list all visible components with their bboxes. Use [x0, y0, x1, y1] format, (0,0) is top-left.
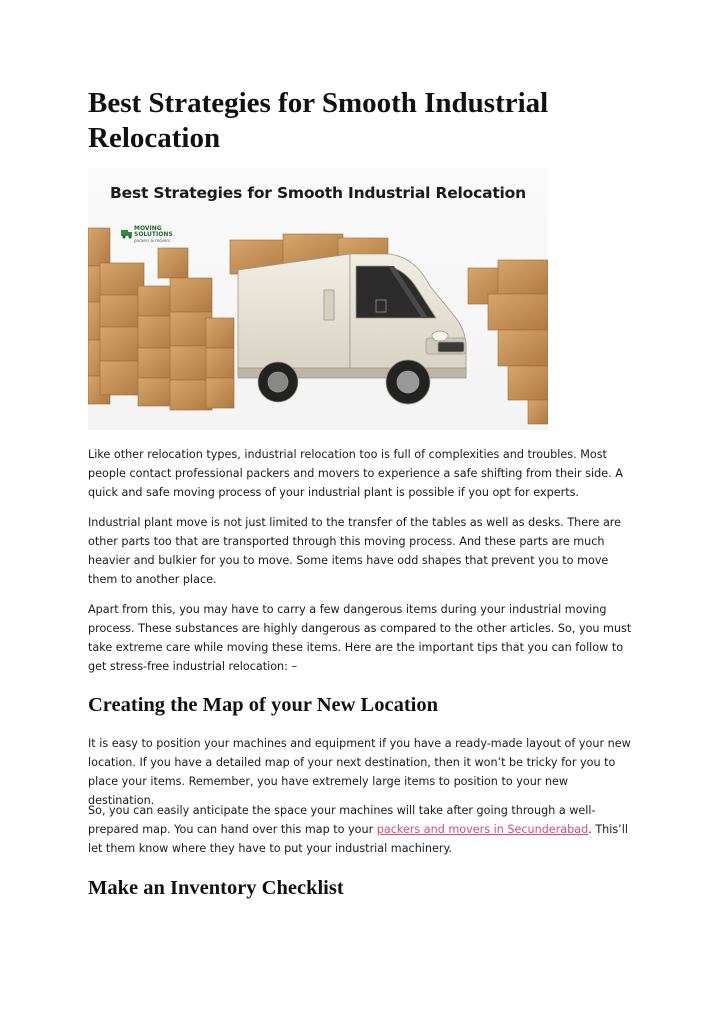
logo-tagline: packers & movers — [134, 238, 171, 243]
truck-logo-icon — [120, 226, 134, 240]
paragraph-layout: It is easy to position your machines and equipment if you have a ready-made layout of your new location. If you have a detailed map of your next destination, then it won’t be tricky for you to place your items. Remember, you have extremely large items to position to your new destination. — [88, 737, 631, 807]
packers-movers-link[interactable]: packers and movers in Secunderabad — [376, 823, 589, 836]
paragraph-text-after-link: . This’ll let them know where they have to put your industrial machinery. — [88, 823, 628, 855]
page-title: Best Strategies for Smooth Industrial Relocation — [88, 87, 549, 154]
hero-illustration — [88, 168, 548, 430]
paragraph-dangerous-items: Apart from this, you may have to carry a few dangerous items during your industrial moving process. These substances are highly dangerous as compared to the other articles. So, you must take extreme care while moving these items. Here are the important tips that you can follow to get stress-free industrial relocation: – — [88, 603, 632, 673]
hero-banner-title: Best Strategies for Smooth Industrial Relocation — [110, 184, 526, 202]
logo-text: MOVING SOLUTIONS — [134, 225, 173, 238]
heading-inventory-checklist: Make an Inventory Checklist — [88, 877, 344, 899]
paragraph-anticipate — [88, 801, 636, 858]
paragraph-intro: Like other relocation types, industrial relocation too is full of complexities and troubles. Most people contact professional packers and movers to experience a safe shifting from their side. A quick and safe moving process of your industrial plant is possible if you opt for experts. — [88, 448, 623, 499]
heading-map-location: Creating the Map of your New Location — [88, 694, 438, 716]
company-logo — [120, 224, 180, 246]
paragraph-plant-move: Industrial plant move is not just limited to the transfer of the tables as well as desks. There are other parts too that are transported through this moving process. And these parts are much heavier and bulkier for you to move. Some items have odd shapes that prevent you to move them to another place. — [88, 516, 622, 586]
box-stack-right — [468, 260, 548, 424]
van — [238, 254, 466, 404]
paragraph-text-before-link: So, you can easily anticipate the space your machines will take after going through a well-prepared map. You can hand over this map to your — [88, 804, 596, 836]
hero-image — [88, 168, 548, 430]
box-stack-left — [88, 225, 234, 410]
